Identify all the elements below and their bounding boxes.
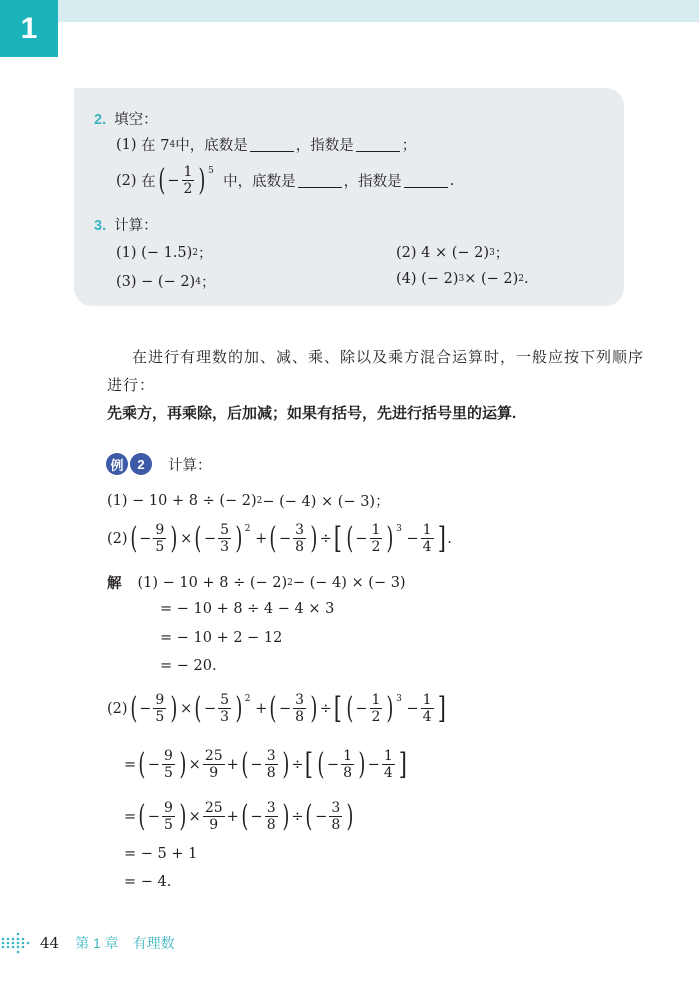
solution-1-line-3: = − 20. — [160, 658, 217, 674]
solution-2-line-2: = ( − $\frac{9}{5}$ ) × $\frac{25}{9}$ + ( − $\frac{3}{8}$ ) ÷ ( − $\frac{3}{8}$ ) — [124, 798, 354, 834]
chapter-label: 第 1 章 有理数 — [75, 935, 175, 951]
answer-blank[interactable] — [298, 173, 342, 188]
solution-2-line-1: = ( − $\frac{9}{5}$ ) × $\frac{25}{9}$ + ( − $\frac{3}{8}$ ) ÷ [ ( − $\frac{1}{8}$ ) − $\frac{1}{4}$ ] — [124, 746, 407, 782]
exercise-box — [74, 88, 624, 306]
exercise-3-item-1: (1) (− 1.5) 2 ； — [116, 244, 213, 262]
example-badge — [106, 453, 212, 475]
solution-1-line-1: = − 10 + 8 ÷ 4 − 4 × 3 — [160, 601, 335, 617]
example-number-icon: 2 — [130, 453, 152, 475]
solution-2-line-4: = − 4. — [124, 874, 172, 890]
paragraph-line-1: 在进行有理数的加、减、乘、除以及乘方混合运算时，一般应按下列顺序 — [132, 348, 645, 366]
exercise-2-item-1: (1) 在 7 4 中，底数是 ，指数是 ； — [116, 136, 417, 154]
solution-2-line-0: (2) ( − $\frac{9}{5}$ ) × ( − $\frac{5}{3}$ ) $^2$ + ( − $\frac{3}{8}$ ) ÷ [ ( − $\frac{1}{2}$ ) $^3$ − $\frac{1}{4}$ ] — [107, 690, 446, 726]
exercise-2-item-2: (2) 在 ( − $\frac{1}{2}$ ) $^5$ 中，底数是 ，指数是 . — [116, 162, 455, 198]
answer-blank[interactable] — [356, 137, 400, 152]
example-title: 计算： — [168, 457, 212, 474]
exercise-3-title: 3. 计算： — [94, 218, 158, 234]
page-number: 44 — [40, 934, 60, 952]
example-problem-1: (1) − 10 + 8 ÷ (− 2) 2 − (− 4) × (− 3)； — [107, 492, 390, 510]
exercise-3-item-3: (3) − (− 2) 4 ； — [116, 273, 216, 291]
paragraph-line-2: 进行： — [107, 376, 156, 394]
answer-blank[interactable] — [250, 137, 294, 152]
page-dots-icon — [0, 930, 36, 956]
page-footer — [0, 930, 175, 956]
answer-blank[interactable] — [404, 173, 448, 188]
order-of-operations-rule: 先乘方，再乘除，后加减；如果有括号，先进行括号里的运算. — [107, 405, 517, 422]
header-band — [58, 0, 699, 22]
chapter-number-tab: 1 — [0, 0, 58, 57]
exercise-3-item-4: (4) (− 2) 3 × (− 2) 2 . — [396, 271, 529, 287]
exercise-3-item-2: (2) 4 × (− 2) 3 ； — [396, 244, 510, 262]
exercise-2-title: 2. 填空： — [94, 112, 158, 128]
example-problem-2: (2) ( − $\frac{9}{5}$ ) × ( − $\frac{5}{3}$ ) $^2$ + ( − $\frac{3}{8}$ ) ÷ [ ( − $\frac{1}{2}$ ) $^3$ − $\frac{1}{4}$ ] . — [107, 520, 452, 556]
solution-1-line-2: = − 10 + 2 − 12 — [160, 630, 283, 646]
example-label-icon: 例 — [106, 453, 128, 475]
solution-1-line-0: 解 (1) − 10 + 8 ÷ (− 2) 2 − (− 4) × (− 3) — [107, 574, 406, 592]
solution-2-line-3: = − 5 + 1 — [124, 846, 198, 862]
